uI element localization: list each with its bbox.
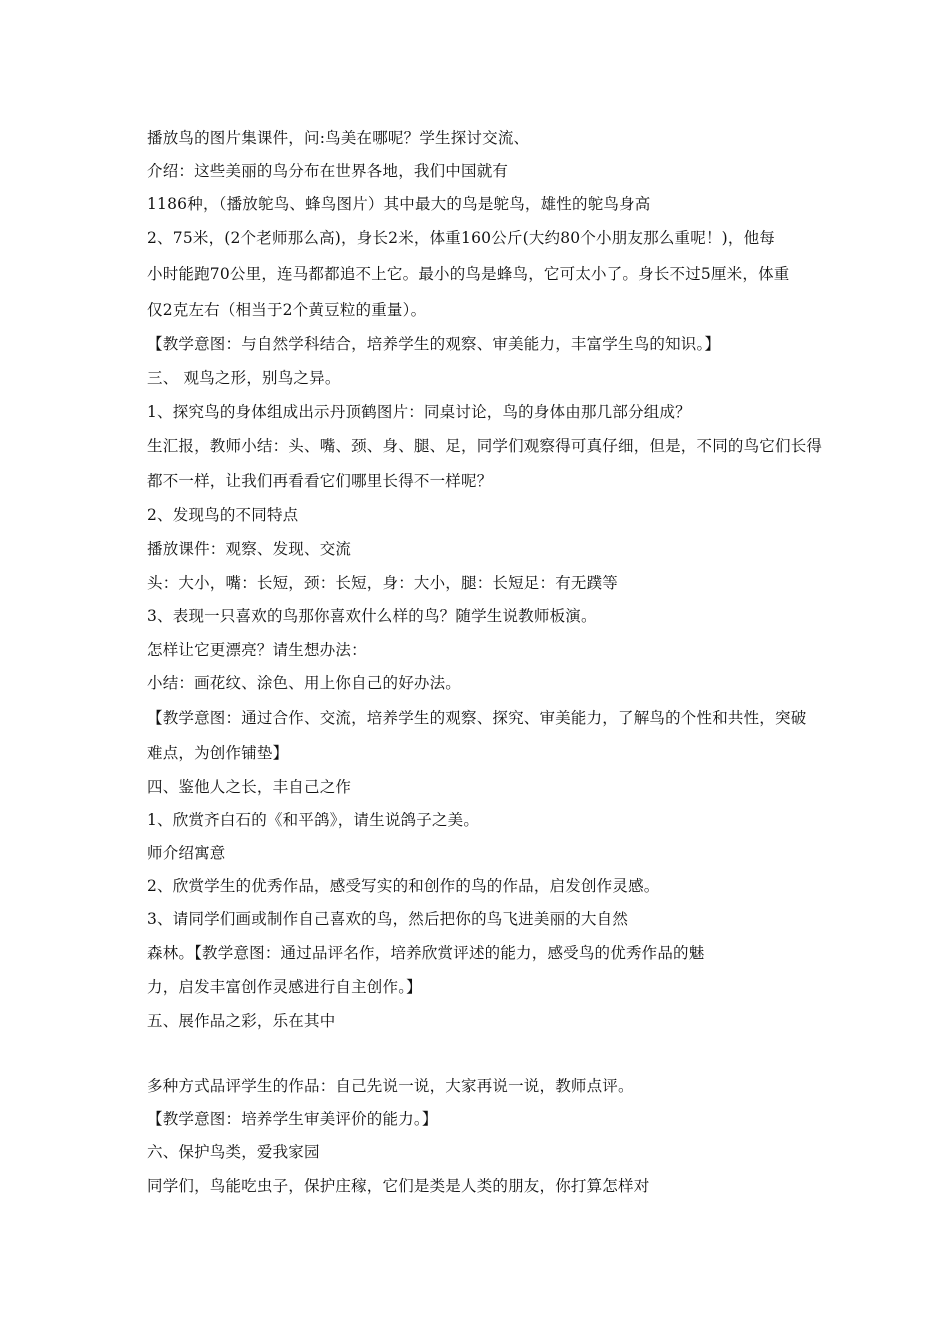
section-heading: 五、展作品之彩，乐在其中 [147,1012,336,1030]
section-heading: 六、保护鸟类，爱我家园 [147,1143,320,1161]
design-intent-note: 难点，为创作铺垫】 [147,744,289,762]
section-heading: 三、 观鸟之形，别鸟之异。 [147,369,341,387]
text-line: 小结：画花纹、涂色、用上你自己的好办法。 [147,674,462,692]
section-heading: 四、鉴他人之长，丰自己之作 [147,778,352,796]
text-line: 森林。【教学意图：通过品评名作，培养欣赏评述的能力，感受鸟的优秀作品的魅 [147,944,705,962]
text-line: 仅2克左右（相当于2个黄豆粒的重量）。 [147,301,427,319]
text-line: 1、欣赏齐白石的《和平鸽》，请生说鸽子之美。 [147,811,480,829]
text-line: 播放鸟的图片集课件，问:鸟美在哪呢？学生探讨交流、 [147,129,530,147]
text-line: 都不一样，让我们再看看它们哪里长得不一样呢？ [147,472,493,490]
text-line: 多种方式品评学生的作品：自己先说一说，大家再说一说，教师点评。 [147,1077,634,1095]
text-line: 1186种，（播放鸵鸟、蜂鸟图片）其中最大的鸟是鸵鸟，雄性的鸵鸟身高 [147,195,651,213]
text-line: 3、表现一只喜欢的鸟那你喜欢什么样的鸟？随学生说教师板演。 [147,607,597,625]
text-line: 2、发现鸟的不同特点 [147,506,299,524]
text-line: 小时能跑70公里，连马都都追不上它。最小的鸟是蜂鸟，它可太小了。身长不过5厘米，体重 [147,265,790,283]
text-line: 头：大小，嘴：长短，颈：长短，身：大小，腿：长短足：有无蹼等 [147,574,619,592]
text-line: 力，启发丰富创作灵感进行自主创作。】 [147,978,422,996]
design-intent-note: 【教学意图：通过合作、交流，培养学生的观察、探究、审美能力，了解鸟的个性和共性，突破 [147,709,807,727]
text-line: 2、75米，(2个老师那么高)，身长2米，体重160公斤(大约80个小朋友那么重呢！)，他每 [147,229,776,247]
text-line: 师介绍寓意 [147,844,226,862]
text-line: 介绍：这些美丽的鸟分布在世界各地，我们中国就有 [147,162,509,180]
text-line: 生汇报，教师小结：头、嘴、颈、身、腿、足，同学们观察得可真仔细，但是，不同的鸟它们长得 [147,437,823,455]
text-line: 怎样让它更漂亮？请生想办法： [147,641,367,659]
text-line: 2、欣赏学生的优秀作品，感受写实的和创作的鸟的作品，启发创作灵感。 [147,877,660,895]
text-line: 同学们，鸟能吃虫子，保护庄稼，它们是类是人类的朋友，你打算怎样对 [147,1177,650,1195]
design-intent-note: 【教学意图：与自然学科结合，培养学生的观察、审美能力，丰富学生鸟的知识。】 [147,335,721,353]
design-intent-note: 【教学意图：培养学生审美评价的能力。】 [147,1110,438,1128]
text-line: 播放课件：观察、发现、交流 [147,540,352,558]
text-line: 1、探究鸟的身体组成出示丹顶鹤图片：同桌讨论，鸟的身体由那几部分组成？ [147,403,691,421]
text-line: 3、请同学们画或制作自己喜欢的鸟，然后把你的鸟飞进美丽的大自然 [147,910,629,928]
